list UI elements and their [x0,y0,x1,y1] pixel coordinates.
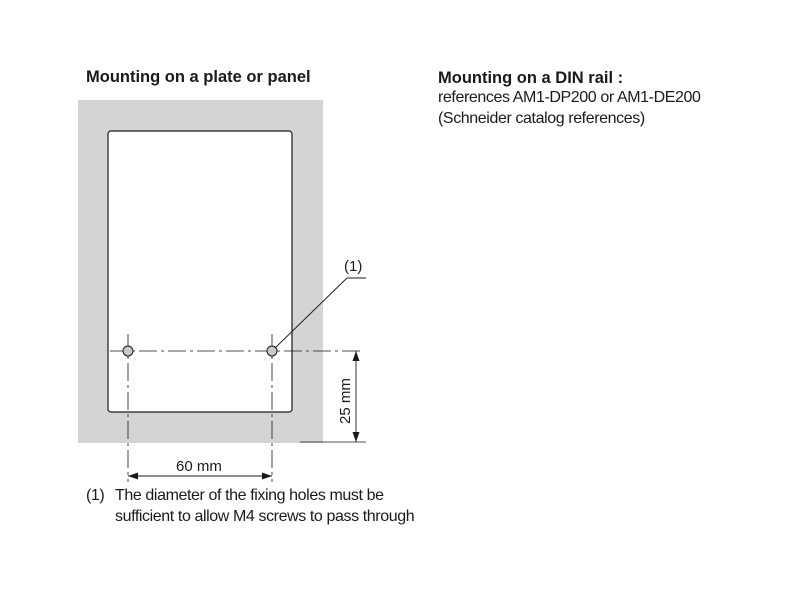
plate-mounting-title: Mounting on a plate or panel [86,68,311,86]
footnote-marker: (1) [86,487,105,504]
vertical-dimension-arrow-bottom [353,432,360,442]
vertical-dimension-label: 25 mm [337,378,354,424]
horizontal-dimension-label: 60 mm [176,458,222,475]
footnote-line-2: sufficient to allow M4 screws to pass through [115,508,415,525]
device-outline [108,131,292,412]
horizontal-dimension-arrow-right [262,473,272,480]
left-fixing-hole [123,346,133,356]
vertical-dimension-arrow-top [353,351,360,361]
callout-label: (1) [344,258,363,275]
footnote-line-1: The diameter of the fixing holes must be [115,487,384,504]
din-rail-catalog-note: (Schneider catalog references) [438,110,645,127]
horizontal-dimension-arrow-left [128,473,138,480]
din-rail-references: references AM1-DP200 or AM1-DE200 [438,89,701,106]
din-rail-mounting-title: Mounting on a DIN rail : [438,69,624,87]
